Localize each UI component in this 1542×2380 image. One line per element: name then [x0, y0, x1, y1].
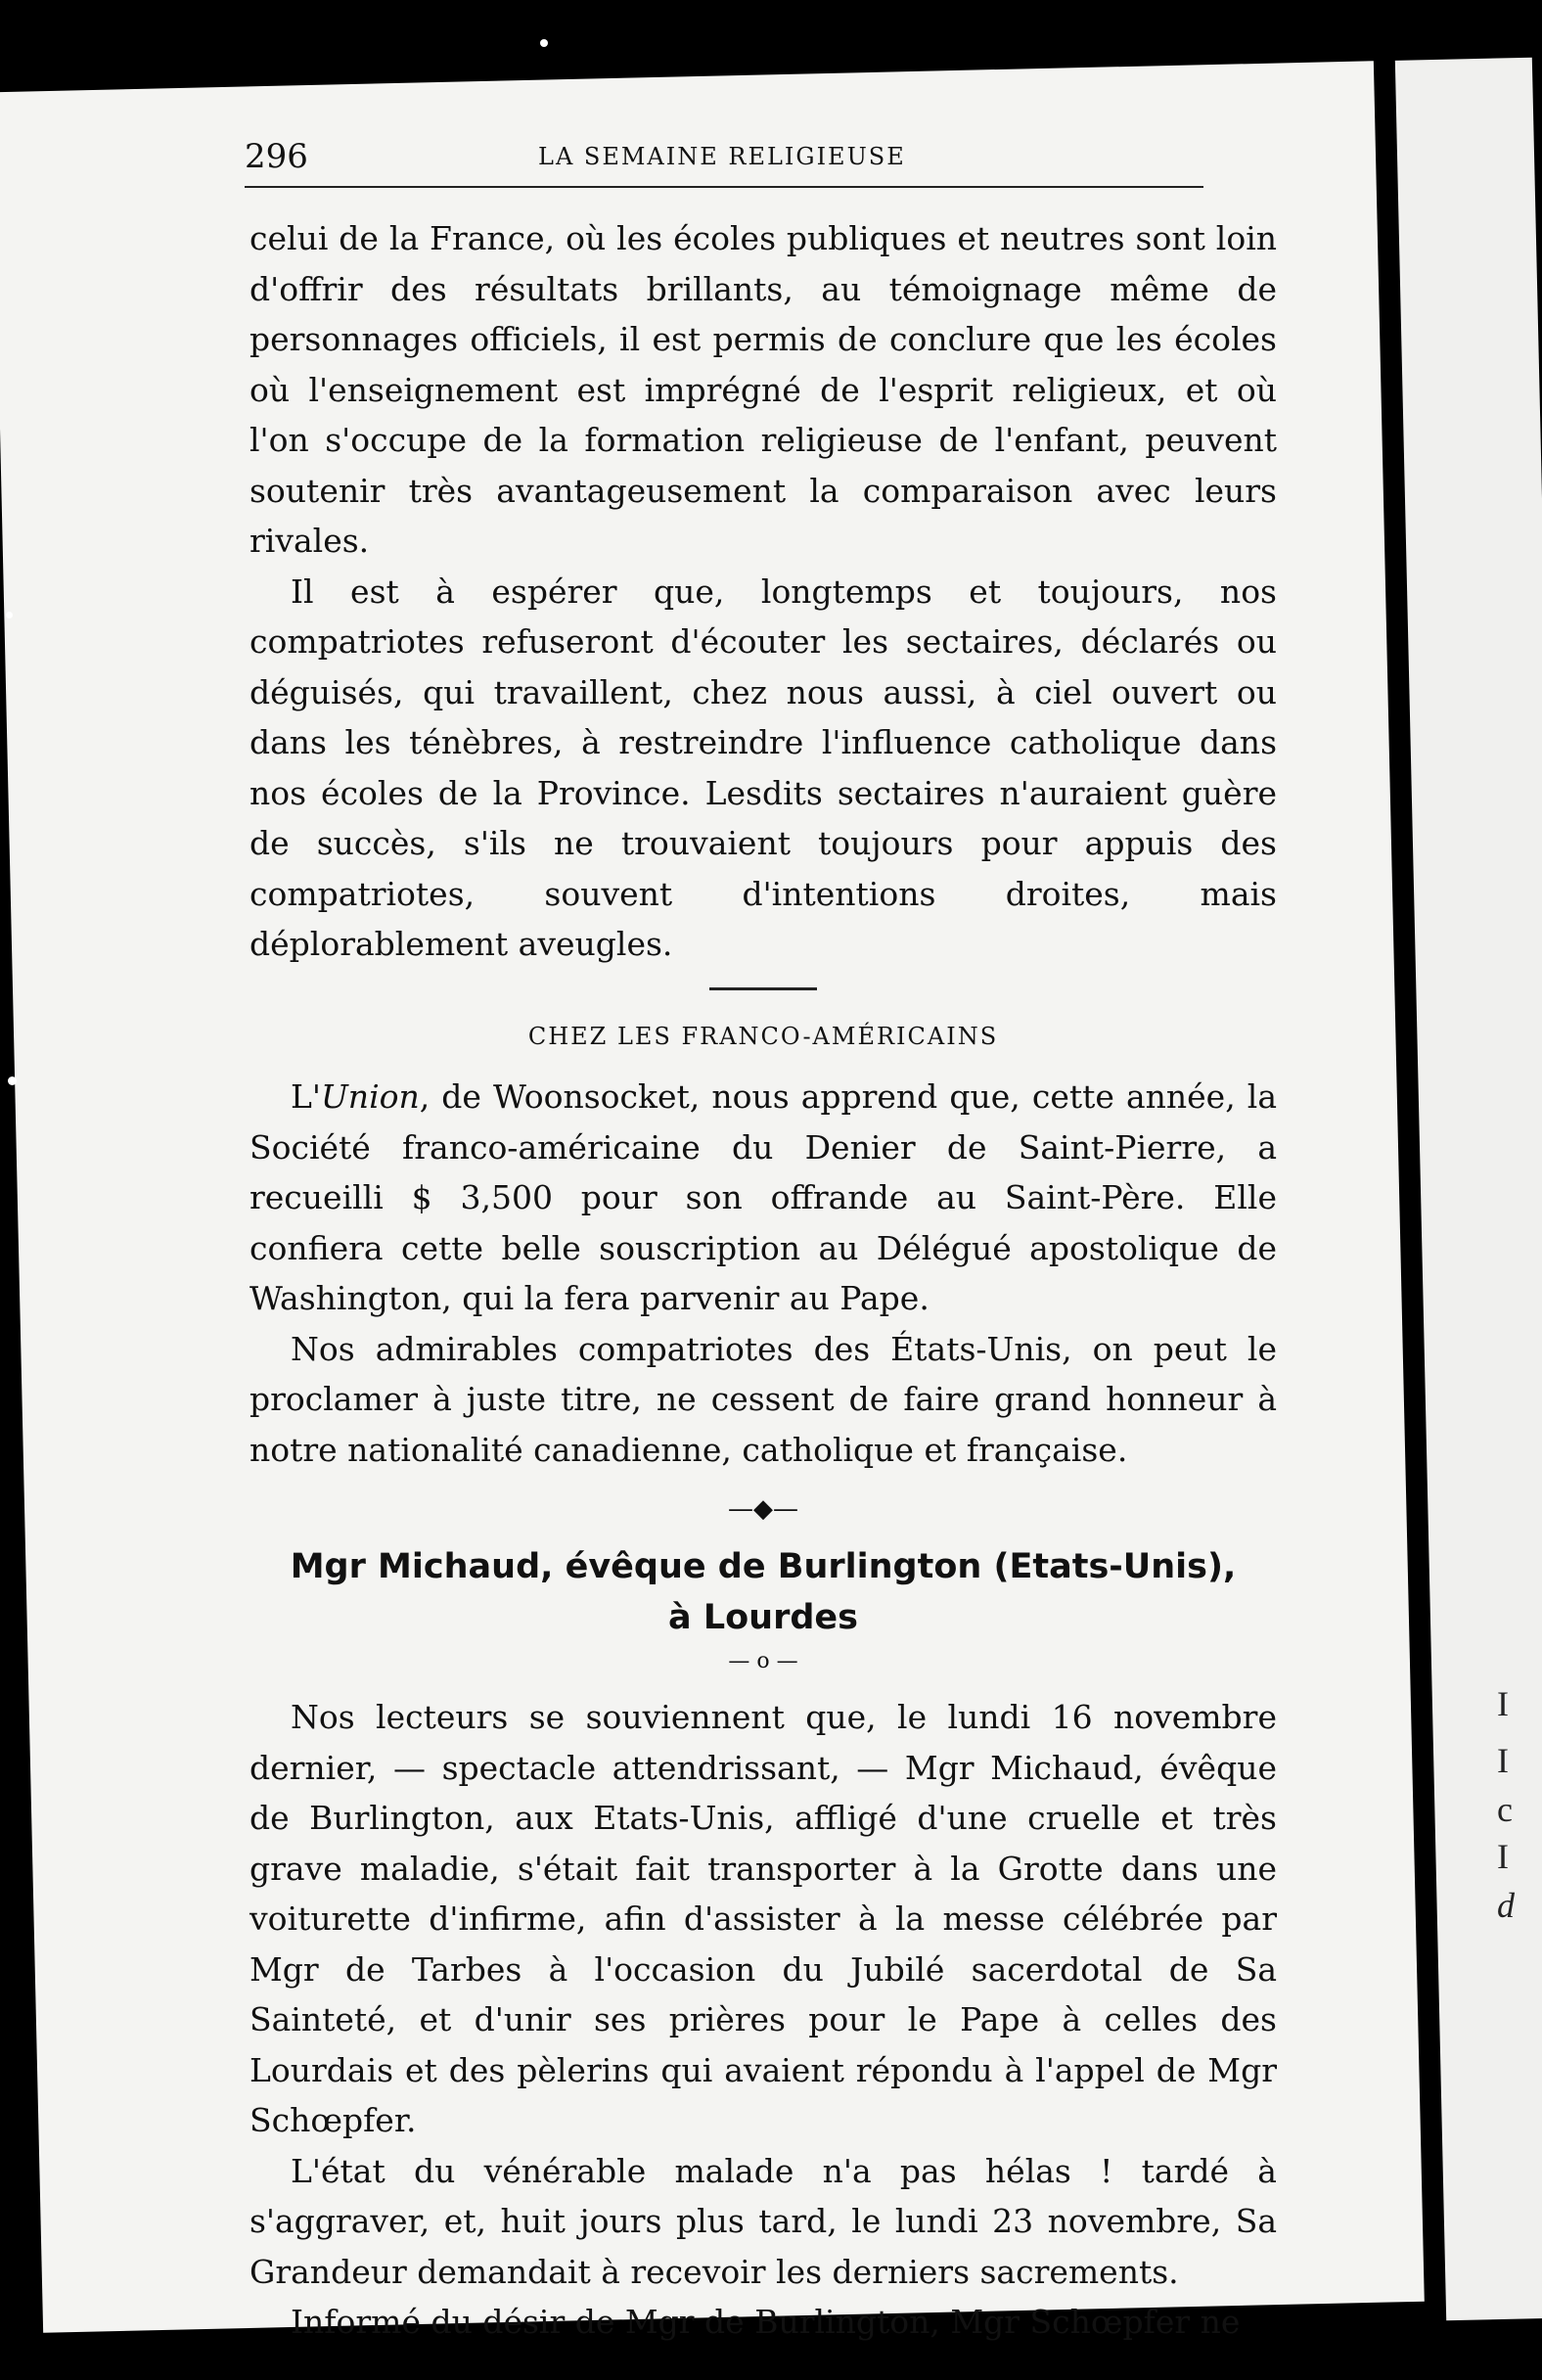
- paragraph-5: Nos lecteurs se souviennent que, le lundi 16 novembre dernier, — spectacle attendrissant, — Mgr Michaud, évêque de Burlington, aux Etats-Unis, affligé d'une cruelle et très grave maladie, s'était fait transporter à la Grotte dans une voiturette d'infirme, afin d'assister à la messe célébrée par Mgr de Tarbes à l'occasion du Jubilé sacerdotal de Sa Sainteté, et d'unir ses prières pour le Pape à celles des Lourdais et des pèlerins qui avaient répondu à l'appel de Mgr Schœpfer.: [249, 1698, 1277, 2139]
- section-heading: CHEZ LES FRANCO-AMÉRICAINS: [527, 1022, 999, 1050]
- article-title-line-1: Mgr Michaud, évêque de Burlington (Etats-Unis),: [290, 1547, 1237, 1586]
- header-rule: [245, 186, 1203, 188]
- page-number: 296: [245, 137, 308, 176]
- newspaper-name: Union: [321, 1077, 420, 1116]
- paragraph-4: Nos admirables compatriotes des États-Unis, on peut le proclamer à juste titre, ne cessent de faire grand honneur à notre nationalité canadienne, catholique et française.: [249, 1329, 1277, 1469]
- adjacent-page-fragment: c: [1497, 1790, 1513, 1829]
- paragraph-1: celui de la France, où les écoles publiques et neutres sont loin d'offrir des résultats brillants, au témoignage même de personnages officiels, il est permis de conclure que les écoles où l'enseignement est imprégné de l'esprit religieux, et où l'on s'occupe de la formation religieuse de l'enfant, peuvent soutenir très avantageusement la comparaison avec leurs rivales.: [249, 219, 1277, 560]
- running-title: LA SEMAINE RELIGIEUSE: [538, 143, 906, 170]
- article-title-line-2: à Lourdes: [668, 1598, 858, 1637]
- paragraph-3-prefix: L': [291, 1077, 321, 1116]
- title-separator: — o —: [728, 1649, 798, 1673]
- paragraph-3: [249, 1072, 1277, 1324]
- section-divider: [709, 987, 817, 990]
- adjacent-page-fragment: d: [1497, 1886, 1515, 1925]
- scan-speck: [8, 1076, 17, 1085]
- ornament-divider: —◆—: [728, 1494, 798, 1524]
- scan-speck: [6, 612, 13, 618]
- page-header: [225, 137, 1203, 196]
- adjacent-page-fragment: I: [1497, 1741, 1509, 1780]
- paragraph-3-text: , de Woonsocket, nous apprend que, cette année, la Société franco-américaine du Denier de Saint-Pierre, a recueilli $ 3,500 pour son offrande au Saint-Père. Elle confiera cette belle souscription au Délégué apostolique de Washington, qui la fera parvenir au Pape.: [249, 1077, 1277, 1317]
- adjacent-page-fragment: I: [1497, 1684, 1509, 1723]
- page-body: [249, 213, 1277, 2348]
- paragraph-6: L'état du vénérable malade n'a pas hélas ! tardé à s'aggraver, et, huit jours plus tard, le lundi 23 novembre, Sa Grandeur demandait à recevoir les derniers sacrements.: [249, 2151, 1277, 2291]
- adjacent-page-fragment: I: [1497, 1837, 1509, 1876]
- paragraph-7: Informé du désir de Mgr de Burlington, Mgr Schœpfer ne: [291, 2303, 1241, 2341]
- scan-speck: [540, 39, 548, 47]
- paragraph-2: Il est à espérer que, longtemps et toujours, nos compatriotes refuseront d'écouter les sectaires, déclarés ou déguisés, qui travaillent, chez nous aussi, à ciel ouvert ou dans les ténèbres, à restreindre l'influence catholique dans nos écoles de la Province. Lesdits sectaires n'auraient guère de succès, s'ils ne trouvaient toujours pour appuis des compatriotes, souvent d'intentions droites, mais déplorablement aveugles.: [249, 572, 1277, 963]
